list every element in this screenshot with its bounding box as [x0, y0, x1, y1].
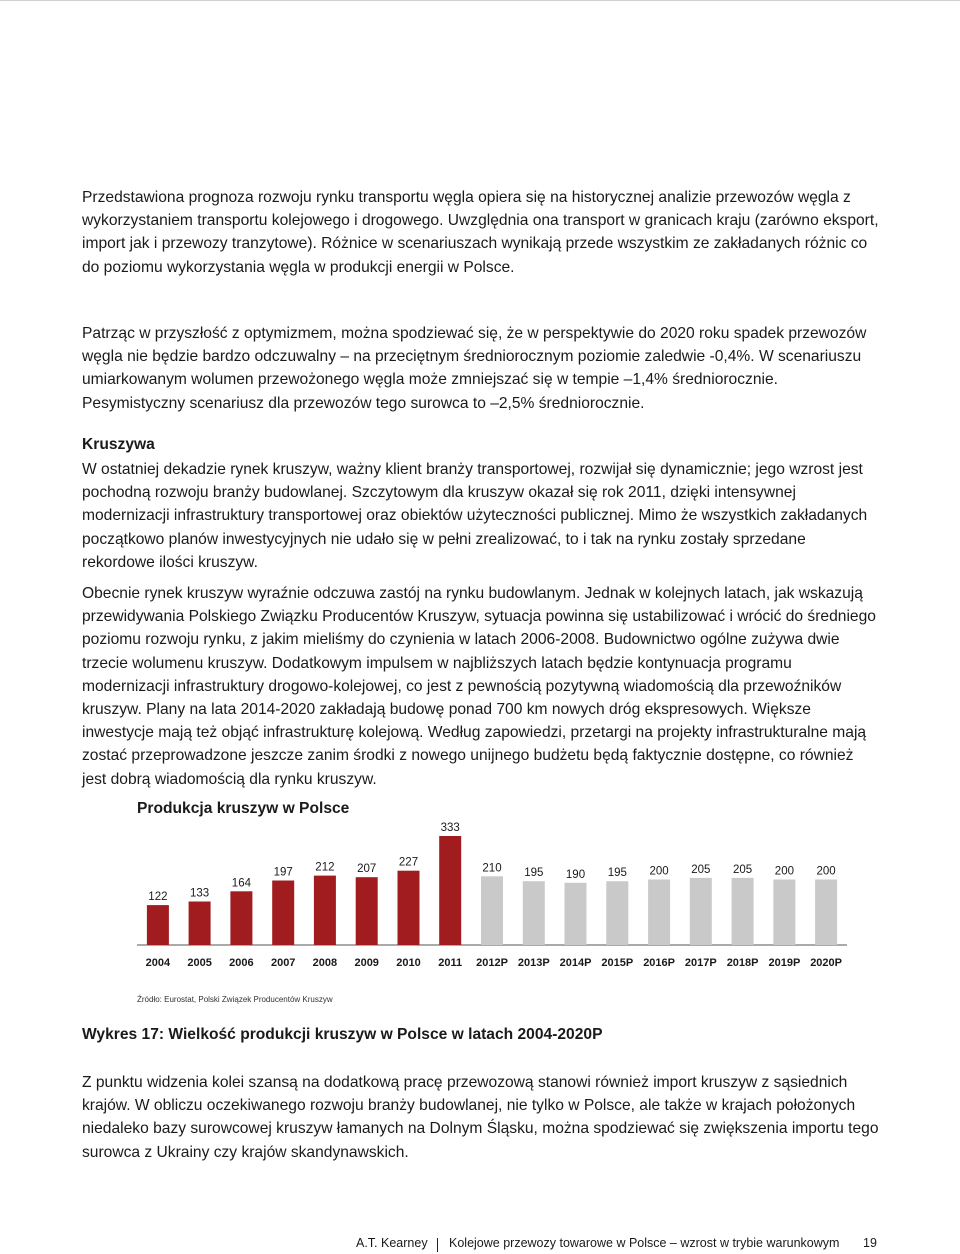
x-tick-label-2019P: 2019P	[768, 957, 801, 969]
x-tick-label-2014P: 2014P	[559, 957, 592, 969]
data-label-2006: 164	[231, 877, 251, 890]
data-label-2015P: 195	[607, 867, 627, 880]
bar-2018P	[732, 878, 754, 945]
bar-2016P	[648, 880, 670, 946]
data-label-2019P: 200	[774, 865, 794, 878]
data-label-2008: 212	[315, 861, 335, 874]
x-tick-label-2009: 2009	[354, 957, 379, 969]
data-label-2004: 122	[148, 891, 168, 904]
bar-2012P	[481, 876, 503, 945]
data-label-2020P: 200	[816, 865, 836, 878]
x-tick-label-2008: 2008	[312, 957, 338, 969]
data-label-2017P: 205	[691, 863, 711, 876]
footer-company: A.T. Kearney	[356, 1236, 428, 1250]
x-tick-label-2012P: 2012P	[476, 957, 508, 969]
bar-2006	[230, 891, 252, 945]
bar-2011	[439, 836, 461, 945]
footer-separator	[437, 1238, 438, 1252]
x-tick-label-2007: 2007	[270, 957, 296, 969]
x-tick-label-2016P: 2016P	[643, 957, 676, 969]
data-label-2009: 207	[357, 863, 377, 876]
x-tick-label-2004: 2004	[145, 957, 171, 969]
section-heading-kruszywa: Kruszywa	[82, 436, 155, 453]
footer-report-title: Kolejowe przewozy towarowe w Polsce – wzrost w trybie warunkowym	[449, 1236, 840, 1250]
paragraph-aggregates-outlook: Obecnie rynek kruszyw wyraźnie odczuwa zastój na rynku budowlanym. Jednak w kolejnych latach, jak wskazują przewidywania Polskiego Związku Producentów Kruszyw, sytuacja powinna się ustabilizować i wrócić do średniego poziomu rozwoju rynku, z jakim mieliśmy do czynienia w latach 2006-2008. Budownictwo ogólne zużywa dwie trzecie wolumenu kruszyw. Dodatkowym impulsem w najbliższych latach będzie kontynuacja programu modernizacji infrastruktury drogowo-kolejowej, co jest z pewnością pozytywną wiadomością dla przewoźników kruszyw. Plany na lata 2014-2020 zakładają budowę ponad 700 km nowych dróg ekspresowych. Większe inwestycje mają też objąć infrastrukturę kolejową. Według zapowiedzi, przetargi na projekty infrastrukturalne mają zostać przeprowadzone jeszcze zanim środki z nowego unijnego budżetu będą faktycznie dostępne, co również jest dobrą wiadomością dla rynku kruszyw.	[82, 585, 876, 788]
x-tick-label-2018P: 2018P	[726, 957, 759, 969]
chart-title: Produkcja kruszyw w Polsce	[137, 800, 350, 817]
bar-2015P	[606, 881, 628, 945]
paragraph-coal-scenarios: Patrząc w przyszłość z optymizmem, można spodziewać się, że w perspektywie do 2020 roku spadek przewozów węgla nie będzie bardzo odczuwalny – na przeciętnym średniorocznym poziomie zaledwie -0,4%. W scenariuszu umiarkowanym wolumen przewożonego węgla może zmniejszać się w tempie –1,4% średniorocznie. Pesymistyczny scenariusz dla przewozów tego surowca to –2,5% średniorocznie.	[82, 325, 867, 412]
data-label-2007: 197	[273, 866, 293, 879]
x-tick-label-2005: 2005	[187, 957, 212, 969]
chart-source: Źródło: Eurostat, Polski Związek Producentów Kruszyw	[137, 995, 333, 1004]
paragraph-coal-forecast: Przedstawiona prognoza rozwoju rynku transportu węgla opiera się na historycznej analizie przewozów węgla z wykorzystaniem transportu kolejowego i drogowego. Uwzględnia ona transport w granicach kraju (zarówno eksport, import jak i przewozy tranzytowe). Różnice w scenariuszach wynikają przede wszystkim ze zakładanych różnic co do poziomu wykorzystania węgla w produkcji energii w Polsce.	[82, 189, 879, 276]
x-tick-label-2006: 2006	[229, 957, 254, 969]
data-label-2014P: 190	[565, 868, 586, 881]
bar-2019P	[773, 880, 795, 946]
bar-2008	[314, 876, 336, 945]
data-label-2018P: 205	[733, 863, 753, 876]
x-tick-label-2020P: 2020P	[810, 957, 843, 969]
data-label-2010: 227	[398, 856, 419, 869]
x-tick-label-2010: 2010	[396, 957, 421, 969]
bar-2005	[189, 902, 211, 946]
x-tick-label-2015P: 2015P	[601, 957, 634, 969]
bar-2013P	[523, 881, 545, 945]
x-tick-label-2017P: 2017P	[684, 957, 717, 969]
data-label-2011: 333	[440, 822, 460, 834]
data-label-2005: 133	[190, 887, 210, 900]
paragraph-aggregates-import: Z punktu widzenia kolei szansą na dodatkową pracę przewozową stanowi również import kruszyw z sąsiednich krajów. W obliczu oczekiwanego rozwoju branży budowlanej, nie tylko w Polsce, ale także w krajach położonych niedaleko bazy surowcowej kruszyw łamanych na Dolnym Śląsku, można spodziewać się zwiększenia importu tego surowca z Ukrainy czy krajów skandynawskich.	[82, 1074, 879, 1161]
data-label-2016P: 200	[649, 865, 669, 878]
bar-2007	[272, 881, 294, 946]
data-label-2012P: 210	[482, 862, 502, 875]
bar-2010	[398, 871, 420, 945]
bar-2009	[356, 877, 378, 945]
footer-page-number: 19	[863, 1236, 877, 1250]
bar-2004	[147, 905, 169, 945]
figure-caption: Wykres 17: Wielkość produkcji kruszyw w Polsce w latach 2004-2020P	[82, 1026, 603, 1043]
paragraph-aggregates-decade: W ostatniej dekadzie rynek kruszyw, ważny klient branży transportowej, rozwijał się dynamicznie; jego wzrost jest pochodną rozwoju branży budowlanej. Szczytowym dla kruszyw okazał się rok 2011, dzięki intensywnej modernizacji infrastruktury transportowej oraz obiektów użyteczności publicznej. Mimo że wszystkich zakładanych początkowo planów inwestycyjnych nie udało się w pełni zrealizować, to i tak na rynku zostały sprzedane rekordowe ilości kruszyw.	[82, 461, 868, 571]
bar-2020P	[815, 880, 837, 946]
top-rule	[0, 0, 960, 1]
bar-2017P	[690, 878, 712, 945]
x-tick-label-2011: 2011	[438, 957, 463, 969]
data-label-2013P: 195	[524, 867, 544, 880]
x-tick-label-2013P: 2013P	[517, 957, 550, 969]
bar-2014P	[565, 883, 587, 945]
